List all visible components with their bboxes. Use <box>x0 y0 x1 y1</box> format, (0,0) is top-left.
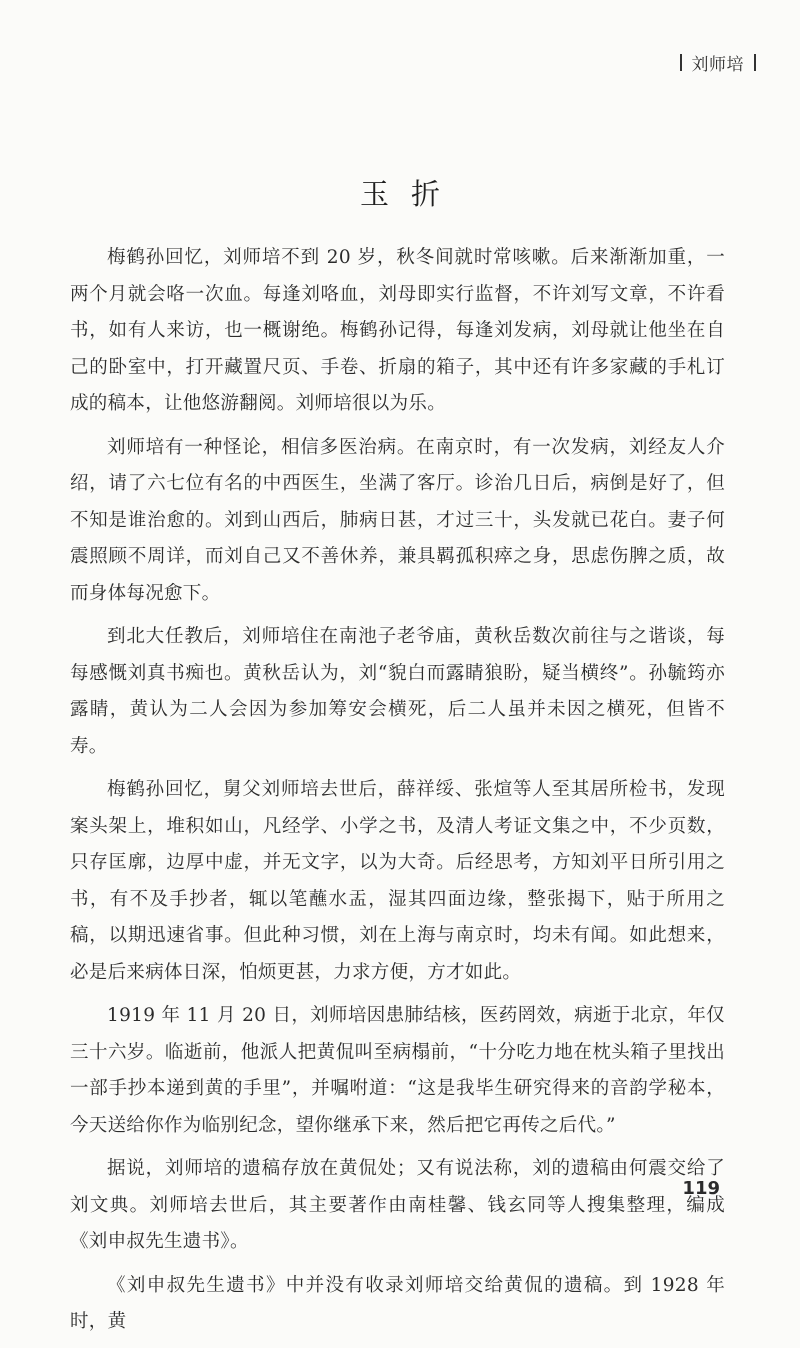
running-header <box>680 50 757 75</box>
paragraph: 《刘申叔先生遗书》中并没有收录刘师培交给黄侃的遗稿。到 1928 年时，黄 <box>70 1274 725 1332</box>
chapter-title: 玉折 <box>359 177 462 211</box>
page-number: 119 <box>682 1178 720 1199</box>
running-title: 刘师培 <box>691 55 744 75</box>
paragraph: 刘师培有一种怪论，相信多医治病。在南京时，有一次发病，刘经友人介绍，请了六七位有名的中西医生，坐满了客厅。诊治几日后，病倒是好了，但不知是谁治愈的。刘到山西后，肺病日甚，才过三十，头发就已花白。妻子何震照顾不周详，而刘自己又不善休养，兼具羁孤积瘁之身，思虑伤脾之质，故而身体每况愈下。 <box>70 436 725 604</box>
paragraph: 据说，刘师培的遗稿存放在黄侃处；又有说法称，刘的遗稿由何震交给了刘文典。刘师培去世后，其主要著作由南桂馨、钱玄同等人搜集整理，编成《刘申叔先生遗书》。 <box>70 1158 725 1252</box>
header-left-rule <box>680 54 682 71</box>
body-text <box>70 240 725 1348</box>
paragraph: 到北大任教后，刘师培住在南池子老爷庙，黄秋岳数次前往与之谐谈，每每感慨刘真书痴也。黄秋岳认为，刘“貌白而露睛狼盼，疑当横终”。孙毓筠亦露睛，黄认为二人会因为参加筹安会横死，后二人虽并未因之横死，但皆不寿。 <box>70 626 725 757</box>
paragraph: 梅鹤孙回忆，刘师培不到 20 岁，秋冬间就时常咳嗽。后来渐渐加重，一两个月就会咯一次血。每逢刘咯血，刘母即实行监督，不许刘写文章，不许看书，如有人来访，也一概谢绝。梅鹤孙记得，每逢刘发病，刘母就让他坐在自己的卧室中，打开藏置尺页、手卷、折扇的箱子，其中还有许多家藏的手札订成的稿本，让他悠游翻阅。刘师培很以为乐。 <box>70 247 725 414</box>
paragraph: 梅鹤孙回忆，舅父刘师培去世后，薛祥绥、张煊等人至其居所检书，发现案头架上，堆积如山，凡经学、小学之书，及清人考证文集之中，不少页数，只存匡廓，边厚中虚，并无文字，以为大奇。后经思考，方知刘平日所引用之书，有不及手抄者，辄以笔蘸水盂，湿其四面边缘，整张揭下，贴于所用之稿，以期迅速省事。但此种习惯，刘在上海与南京时，均未有闻。如此想来，必是后来病体日深，怕烦更甚，力求方便，方才如此。 <box>70 779 725 983</box>
paragraph: 1919 年 11 月 20 日，刘师培因患肺结核，医药罔效，病逝于北京，年仅三十六岁。临逝前，他派人把黄侃叫至病榻前，“十分吃力地在枕头箱子里找出一部手抄本递到黄的手里”，并嘱咐道：“这是我毕生研究得来的音韵学秘本，今天送给你作为临别纪念，望你继承下来，然后把它再传之后代。” <box>70 1005 725 1136</box>
header-right-rule <box>754 54 756 71</box>
